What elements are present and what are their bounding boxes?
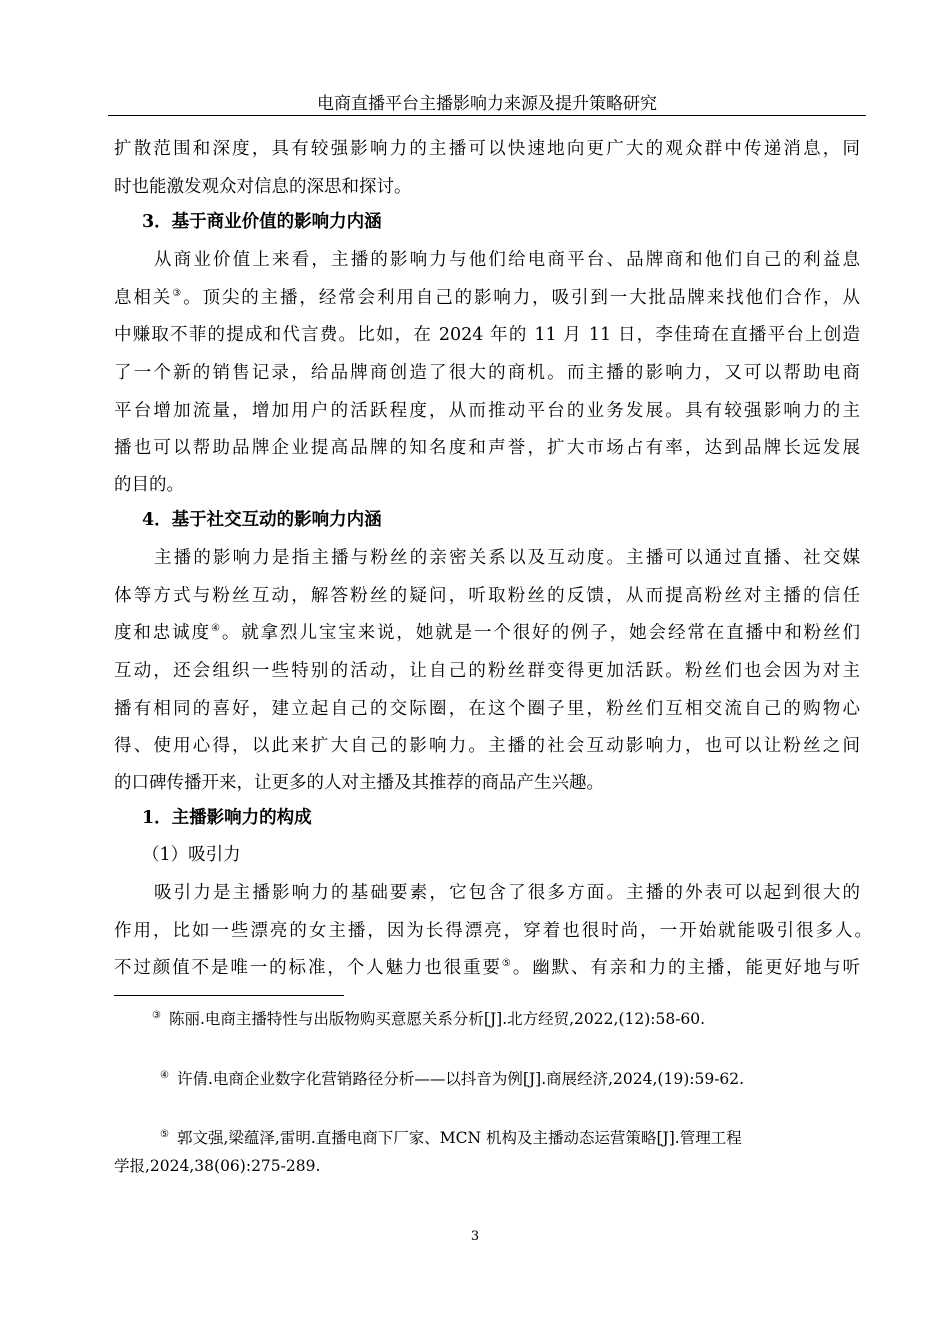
page-number: 3 [470, 1229, 480, 1244]
footnote-reference: ③ [172, 288, 184, 299]
footnote-mark: ④ [160, 1070, 169, 1081]
footnote-item: ⑤ 郭文强,梁蕴泽,雷明.直播电商下厂家、MCN 机构及主播动态运营策略[J].管理工程 [160, 1129, 742, 1147]
header-divider [108, 115, 866, 116]
footnote-reference: ⑤ [501, 958, 513, 969]
paragraph-line: 的口碑传播开来，让更多的人对主播及其推荐的商品产生兴趣。 [114, 773, 604, 793]
footnote-reference: ④ [210, 623, 222, 634]
paragraph-line: 度和忠诚度④。就拿烈儿宝宝来说，她就是一个很好的例子，她会经常在直播中和粉丝们 [114, 623, 861, 643]
section-heading: 3．基于商业价值的影响力内涵 [142, 212, 382, 232]
paragraph-line: 中赚取不菲的提成和代言费。比如，在 2024 年的 11 月 11 日，李佳琦在直播平台上创造 [114, 325, 860, 345]
footnote-mark: ③ [152, 1010, 161, 1021]
section-heading: 4．基于社交互动的影响力内涵 [142, 510, 382, 530]
paragraph-line: 作用，比如一些漂亮的女主播，因为长得漂亮，穿着也很时尚，一开始就能吸引很多人。 [114, 921, 872, 941]
footnote-separator [114, 995, 344, 996]
footnote-item: ③ 陈丽.电商主播特性与出版物购买意愿关系分析[J].北方经贸,2022,(12):58-60. [152, 1010, 706, 1028]
paragraph-line: 扩散范围和深度，具有较强影响力的主播可以快速地向更广大的观众群中传递消息，同 [114, 139, 860, 159]
header-title: 电商直播平台主播影响力来源及提升策略研究 [317, 94, 657, 114]
footnote-continuation: 学报,2024,38(06):275-289. [114, 1157, 321, 1175]
footnote-mark: ⑤ [160, 1129, 169, 1140]
footnote-item: ④ 许倩.电商企业数字化营销路径分析——以抖音为例[J].商展经济,2024,(19):59-62. [160, 1070, 745, 1088]
paragraph-line: 得、使用心得，以此来扩大自己的影响力。主播的社会互动影响力，也可以让粉丝之间 [114, 736, 860, 756]
paragraph-line: 播也可以帮助品牌企业提高品牌的知名度和声誉，扩大市场占有率，达到品牌长远发展 [114, 438, 860, 458]
paragraph-line: 从商业价值上来看，主播的影响力与他们给电商平台、品牌商和他们自己的利益息 [154, 250, 860, 270]
paragraph-line: 播有相同的喜好，建立起自己的交际圈，在这个圈子里，粉丝们互相交流自己的购物心 [114, 699, 860, 719]
paragraph-line: 平台增加流量，增加用户的活跃程度，从而推动平台的业务发展。具有较强影响力的主 [114, 401, 860, 421]
paragraph-line: 体等方式与粉丝互动，解答粉丝的疑问，听取粉丝的反馈，从而提高粉丝对主播的信任 [114, 586, 860, 606]
paragraph-line: 了一个新的销售记录，给品牌商创造了很大的商机。而主播的影响力，又可以帮助电商 [114, 363, 860, 383]
section-heading: 1．主播影响力的构成 [142, 808, 312, 828]
subsection-heading: （1）吸引力 [142, 845, 241, 865]
paragraph-line: 主播的影响力是指主播与粉丝的亲密关系以及互动度。主播可以通过直播、社交媒 [154, 548, 860, 568]
paragraph-line: 的目的。 [114, 475, 184, 495]
paragraph-line: 吸引力是主播影响力的基础要素，它包含了很多方面。主播的外表可以起到很大的 [154, 883, 860, 903]
paragraph-line: 时也能激发观众对信息的深思和探讨。 [114, 177, 412, 197]
paragraph-line: 息相关③。顶尖的主播，经常会利用自己的影响力，吸引到一大批品牌来找他们合作，从 [114, 288, 861, 308]
paragraph-line: 不过颜值不是唯一的标准，个人魅力也很重要⑤。幽默、有亲和力的主播，能更好地与听 [114, 958, 861, 978]
paragraph-line: 互动，还会组织一些特别的活动，让自己的粉丝群变得更加活跃。粉丝们也会因为对主 [114, 661, 860, 681]
